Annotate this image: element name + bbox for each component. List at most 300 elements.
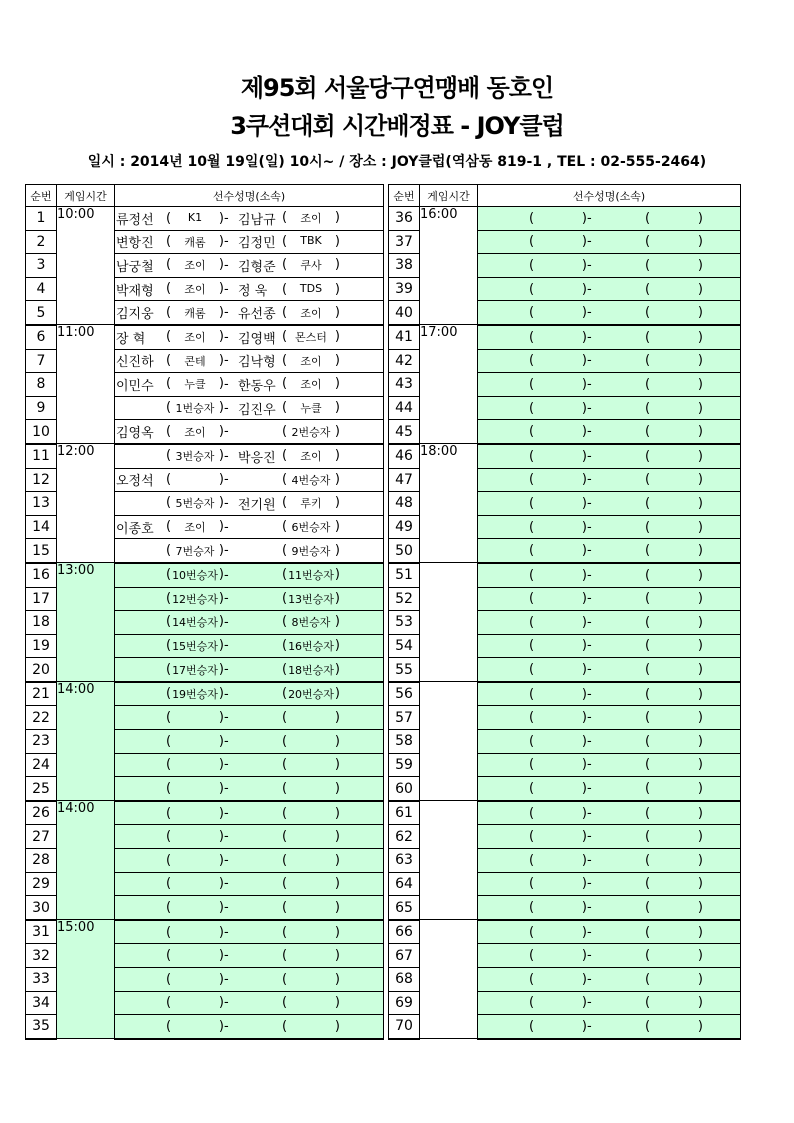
player-1-club (534, 305, 582, 320)
order-number: 5 (26, 301, 57, 325)
close-paren: ) (218, 710, 224, 726)
player-1-club: 5번승자 (175, 497, 215, 511)
close-paren: ) (334, 971, 340, 987)
open-paren: ( (166, 829, 172, 845)
open-paren: ( (645, 281, 651, 297)
close-paren: ) (334, 661, 340, 677)
player-2-affiliation (645, 424, 703, 439)
open-paren: ( (166, 567, 172, 583)
close-paren: ) (334, 495, 340, 511)
player-1-club (534, 925, 582, 940)
player-2-club (650, 687, 698, 702)
open-paren: ( (645, 424, 651, 440)
order-number: 40 (389, 301, 420, 325)
player-2-affiliation (282, 305, 340, 321)
player-1-club (534, 234, 582, 249)
match-line (478, 540, 740, 562)
open-paren: ( (166, 900, 172, 916)
versus-dash: - (224, 757, 229, 773)
game-time: 15:00 (57, 920, 115, 1039)
close-paren: ) (697, 710, 703, 726)
close-paren: ) (334, 257, 340, 273)
player-2-club: 조이 (300, 212, 322, 226)
versus-dash: - (587, 686, 592, 702)
close-paren: ) (334, 590, 340, 606)
versus-dash: - (587, 210, 592, 226)
order-number: 30 (26, 896, 57, 920)
match-cell (478, 611, 741, 635)
open-paren: ( (166, 995, 172, 1011)
player-1-affiliation (166, 329, 224, 345)
open-paren: ( (166, 805, 172, 821)
close-paren: ) (581, 1018, 587, 1034)
player-1-name: 변항진 (116, 236, 154, 252)
match-cell (478, 420, 741, 444)
match-cell (478, 539, 741, 563)
match-line (115, 588, 383, 610)
close-paren: ) (334, 614, 340, 630)
open-paren: ( (529, 543, 535, 559)
player-2-affiliation (645, 211, 703, 226)
close-paren: ) (697, 519, 703, 535)
open-paren: ( (645, 876, 651, 892)
close-paren: ) (218, 233, 224, 249)
versus-dash: - (224, 234, 229, 250)
open-paren: ( (282, 757, 288, 773)
player-2-affiliation (645, 377, 703, 392)
close-paren: ) (697, 876, 703, 892)
open-paren: ( (166, 781, 172, 797)
order-number: 47 (389, 468, 420, 492)
close-paren: ) (218, 900, 224, 916)
close-paren: ) (697, 400, 703, 416)
player-1-club (534, 211, 582, 226)
close-paren: ) (334, 423, 340, 439)
close-paren: ) (334, 686, 340, 702)
time-header: 게임시간 (57, 185, 115, 207)
open-paren: ( (645, 733, 651, 749)
close-paren: ) (334, 329, 340, 345)
close-paren: ) (218, 852, 224, 868)
schedule-table-right (388, 184, 741, 1040)
player-2-club (650, 615, 698, 630)
close-paren: ) (581, 971, 587, 987)
match-line (478, 707, 740, 729)
close-paren: ) (334, 733, 340, 749)
table-row (389, 682, 741, 706)
game-time (420, 682, 478, 801)
player-1-club (534, 353, 582, 368)
open-paren: ( (529, 591, 535, 607)
close-paren: ) (334, 1018, 340, 1034)
player-2-affiliation (282, 829, 340, 844)
table-row (26, 563, 384, 587)
close-paren: ) (218, 590, 224, 606)
close-paren: ) (218, 1018, 224, 1034)
player-2-club (650, 972, 698, 987)
match-cell (478, 777, 741, 801)
close-paren: ) (697, 567, 703, 583)
open-paren: ( (282, 400, 288, 416)
player-1-club (171, 472, 219, 487)
close-paren: ) (697, 591, 703, 607)
player-2-club (287, 876, 335, 891)
player-1-affiliation (529, 948, 587, 963)
versus-dash: - (224, 852, 229, 868)
versus-dash: - (587, 1018, 592, 1034)
player-1-affiliation (529, 806, 587, 821)
player-2-affiliation (282, 662, 340, 678)
match-cell (478, 872, 741, 896)
player-1-affiliation (166, 614, 224, 630)
close-paren: ) (697, 829, 703, 845)
match-cell (478, 325, 741, 349)
player-1-affiliation (166, 662, 224, 678)
player-1-affiliation (529, 972, 587, 987)
player-1-affiliation (529, 401, 587, 416)
open-paren: ( (645, 591, 651, 607)
match-cell (115, 658, 384, 682)
player-2-affiliation (282, 495, 340, 511)
versus-dash: - (587, 781, 592, 797)
open-paren: ( (529, 448, 535, 464)
player-1-affiliation (166, 567, 224, 583)
match-line (478, 421, 740, 443)
open-paren: ( (529, 852, 535, 868)
table-row (26, 801, 384, 825)
match-cell (478, 1015, 741, 1039)
player-1-club (534, 900, 582, 915)
match-line (115, 469, 383, 491)
close-paren: ) (581, 353, 587, 369)
player-2-club (650, 638, 698, 653)
player-1-club: 12번승자 (172, 592, 218, 606)
player-2-club (287, 853, 335, 868)
close-paren: ) (334, 519, 340, 535)
player-1-affiliation (529, 234, 587, 249)
open-paren: ( (166, 281, 172, 297)
player-1-affiliation (529, 687, 587, 702)
player-2-club (650, 757, 698, 772)
close-paren: ) (218, 637, 224, 653)
open-paren: ( (282, 352, 288, 368)
order-number: 66 (389, 920, 420, 944)
game-time: 10:00 (57, 207, 115, 325)
match-cell (478, 563, 741, 587)
player-1-affiliation (166, 472, 224, 487)
close-paren: ) (334, 876, 340, 892)
close-paren: ) (218, 423, 224, 439)
match-line (478, 207, 740, 229)
player-1-affiliation (529, 662, 587, 677)
match-line (115, 635, 383, 657)
player-2-club (287, 829, 335, 844)
versus-dash: - (224, 424, 229, 440)
close-paren: ) (581, 257, 587, 273)
player-1-affiliation (529, 330, 587, 345)
match-line (115, 754, 383, 776)
event-info: 일시 : 2014년 10월 19일(일) 10시~ / 장소 : JOY클럽(역삼동 819-1 , TEL : 02-555-2464) (87, 154, 707, 170)
player-1-club (534, 853, 582, 868)
versus-dash: - (224, 733, 229, 749)
open-paren: ( (529, 472, 535, 488)
close-paren: ) (697, 781, 703, 797)
open-paren: ( (645, 638, 651, 654)
match-cell (478, 730, 741, 754)
open-paren: ( (282, 234, 288, 250)
player-2-club (650, 424, 698, 439)
player-2-club (650, 520, 698, 535)
match-cell (115, 896, 384, 920)
order-number: 18 (26, 611, 57, 635)
player-2-club (650, 568, 698, 583)
versus-dash: - (587, 472, 592, 488)
match-line (115, 945, 383, 967)
match-cell (115, 277, 384, 301)
player-1-club: 10번승자 (172, 569, 218, 583)
open-paren: ( (645, 495, 651, 511)
match-line (478, 373, 740, 395)
order-number: 58 (389, 730, 420, 754)
open-paren: ( (645, 305, 651, 321)
close-paren: ) (218, 448, 224, 464)
player-1-affiliation (529, 876, 587, 891)
player-2-club: 조이 (300, 306, 322, 320)
player-2-affiliation (282, 257, 340, 273)
player-2-club (650, 496, 698, 511)
open-paren: ( (166, 948, 172, 964)
order-number: 46 (389, 444, 420, 468)
player-2-club (650, 401, 698, 416)
match-cell (115, 207, 384, 231)
player-2-club (650, 258, 698, 273)
order-number: 36 (389, 207, 420, 231)
versus-dash: - (224, 567, 229, 583)
game-time (420, 563, 478, 682)
close-paren: ) (581, 591, 587, 607)
open-paren: ( (529, 876, 535, 892)
open-paren: ( (166, 210, 172, 226)
match-line (115, 921, 383, 943)
player-2-affiliation (645, 258, 703, 273)
open-paren: ( (166, 1018, 172, 1034)
player-2-affiliation (645, 995, 703, 1010)
player-2-club (650, 853, 698, 868)
close-paren: ) (218, 995, 224, 1011)
open-paren: ( (529, 995, 535, 1011)
match-cell (115, 944, 384, 968)
player-2-affiliation (645, 806, 703, 821)
player-1-affiliation (529, 496, 587, 511)
player-2-affiliation (645, 353, 703, 368)
player-1-club (171, 948, 219, 963)
match-line (115, 611, 383, 633)
game-time (420, 801, 478, 920)
player-1-affiliation (529, 520, 587, 535)
close-paren: ) (697, 1018, 703, 1034)
close-paren: ) (218, 542, 224, 558)
title-line-1: 제95회 서울당구연맹배 동호인 (240, 74, 554, 102)
game-time: 16:00 (420, 207, 478, 325)
player-2-club: 20번승자 (288, 688, 334, 702)
open-paren: ( (645, 448, 651, 464)
versus-dash: - (587, 614, 592, 630)
close-paren: ) (581, 567, 587, 583)
player-2-affiliation (645, 876, 703, 891)
match-cell (115, 872, 384, 896)
open-paren: ( (166, 852, 172, 868)
open-paren: ( (529, 281, 535, 297)
order-number: 34 (26, 991, 57, 1015)
close-paren: ) (218, 304, 224, 320)
match-cell (115, 230, 384, 254)
order-number: 14 (26, 515, 57, 539)
player-2-club (650, 305, 698, 320)
player-1-club (534, 687, 582, 702)
versus-dash: - (587, 948, 592, 964)
player-1-affiliation (529, 925, 587, 940)
versus-dash: - (587, 400, 592, 416)
order-number: 38 (389, 254, 420, 278)
close-paren: ) (218, 519, 224, 535)
match-line (478, 873, 740, 895)
player-1-club: 7번승자 (175, 544, 215, 558)
player-2-affiliation (282, 567, 340, 583)
player-1-affiliation (529, 829, 587, 844)
order-number: 51 (389, 563, 420, 587)
table-row (389, 801, 741, 825)
open-paren: ( (645, 567, 651, 583)
player-1-club (534, 282, 582, 297)
open-paren: ( (529, 757, 535, 773)
open-paren: ( (645, 519, 651, 535)
open-paren: ( (529, 829, 535, 845)
player-1-club (534, 662, 582, 677)
match-cell (478, 920, 741, 944)
player-1-club: K1 (187, 210, 203, 224)
open-paren: ( (282, 710, 288, 726)
open-paren: ( (529, 424, 535, 440)
table-row (26, 920, 384, 944)
close-paren: ) (334, 210, 340, 226)
player-2-affiliation (645, 781, 703, 796)
versus-dash: - (587, 662, 592, 678)
versus-dash: - (587, 329, 592, 345)
table-row (26, 682, 384, 706)
open-paren: ( (282, 733, 288, 749)
order-number: 21 (26, 682, 57, 706)
match-cell (478, 254, 741, 278)
versus-dash: - (587, 900, 592, 916)
match-line (115, 683, 383, 705)
player-1-affiliation (166, 876, 224, 891)
player-2-club: 18번승자 (288, 663, 334, 677)
player-1-club (171, 781, 219, 796)
player-2-affiliation (282, 806, 340, 821)
game-time: 13:00 (57, 563, 115, 682)
player-2-club: 4번승자 (291, 473, 331, 487)
player-2-affiliation (282, 543, 340, 559)
close-paren: ) (581, 781, 587, 797)
close-paren: ) (334, 924, 340, 940)
player-2-club (650, 948, 698, 963)
close-paren: ) (218, 805, 224, 821)
versus-dash: - (224, 281, 229, 297)
player-2-club (650, 377, 698, 392)
match-line (478, 921, 740, 943)
open-paren: ( (529, 662, 535, 678)
player-1-affiliation (166, 734, 224, 749)
open-paren: ( (166, 376, 172, 392)
match-cell (478, 706, 741, 730)
close-paren: ) (581, 757, 587, 773)
player-2-affiliation (282, 638, 340, 654)
close-paren: ) (581, 948, 587, 964)
player-2-club (650, 543, 698, 558)
player-2-club (650, 472, 698, 487)
player-2-club (287, 948, 335, 963)
open-paren: ( (166, 614, 172, 630)
player-2-club: 9번승자 (291, 544, 331, 558)
close-paren: ) (334, 234, 340, 250)
match-cell (478, 492, 741, 516)
player-2-affiliation (282, 710, 340, 725)
match-cell (115, 301, 384, 325)
close-paren: ) (697, 805, 703, 821)
player-1-affiliation (529, 211, 587, 226)
player-1-club: 조이 (184, 331, 206, 345)
close-paren: ) (218, 924, 224, 940)
close-paren: ) (697, 305, 703, 321)
player-2-affiliation (282, 757, 340, 772)
game-time: 11:00 (57, 325, 115, 444)
order-header: 순번 (389, 185, 420, 207)
player-2-club (287, 972, 335, 987)
table-row (389, 207, 741, 231)
open-paren: ( (282, 614, 288, 630)
close-paren: ) (581, 614, 587, 630)
open-paren: ( (166, 542, 172, 558)
close-paren: ) (581, 829, 587, 845)
match-line (115, 421, 383, 443)
close-paren: ) (697, 329, 703, 345)
match-line (115, 873, 383, 895)
match-line (115, 207, 383, 229)
close-paren: ) (697, 448, 703, 464)
match-line (478, 302, 740, 324)
player-1-affiliation (166, 376, 224, 392)
open-paren: ( (166, 971, 172, 987)
close-paren: ) (334, 567, 340, 583)
match-cell (115, 349, 384, 373)
open-paren: ( (282, 781, 288, 797)
open-paren: ( (529, 567, 535, 583)
player-2-club: 11번승자 (288, 569, 334, 583)
player-1-affiliation (166, 925, 224, 940)
match-line (115, 445, 383, 467)
player-2-club (650, 781, 698, 796)
player-1-affiliation (529, 472, 587, 487)
versus-dash: - (224, 638, 229, 654)
match-line (478, 278, 740, 300)
player-1-club: 19번승자 (172, 688, 218, 702)
close-paren: ) (697, 733, 703, 749)
close-paren: ) (218, 829, 224, 845)
player-1-affiliation (166, 686, 224, 702)
player-1-club (171, 710, 219, 725)
versus-dash: - (224, 543, 229, 559)
close-paren: ) (581, 924, 587, 940)
